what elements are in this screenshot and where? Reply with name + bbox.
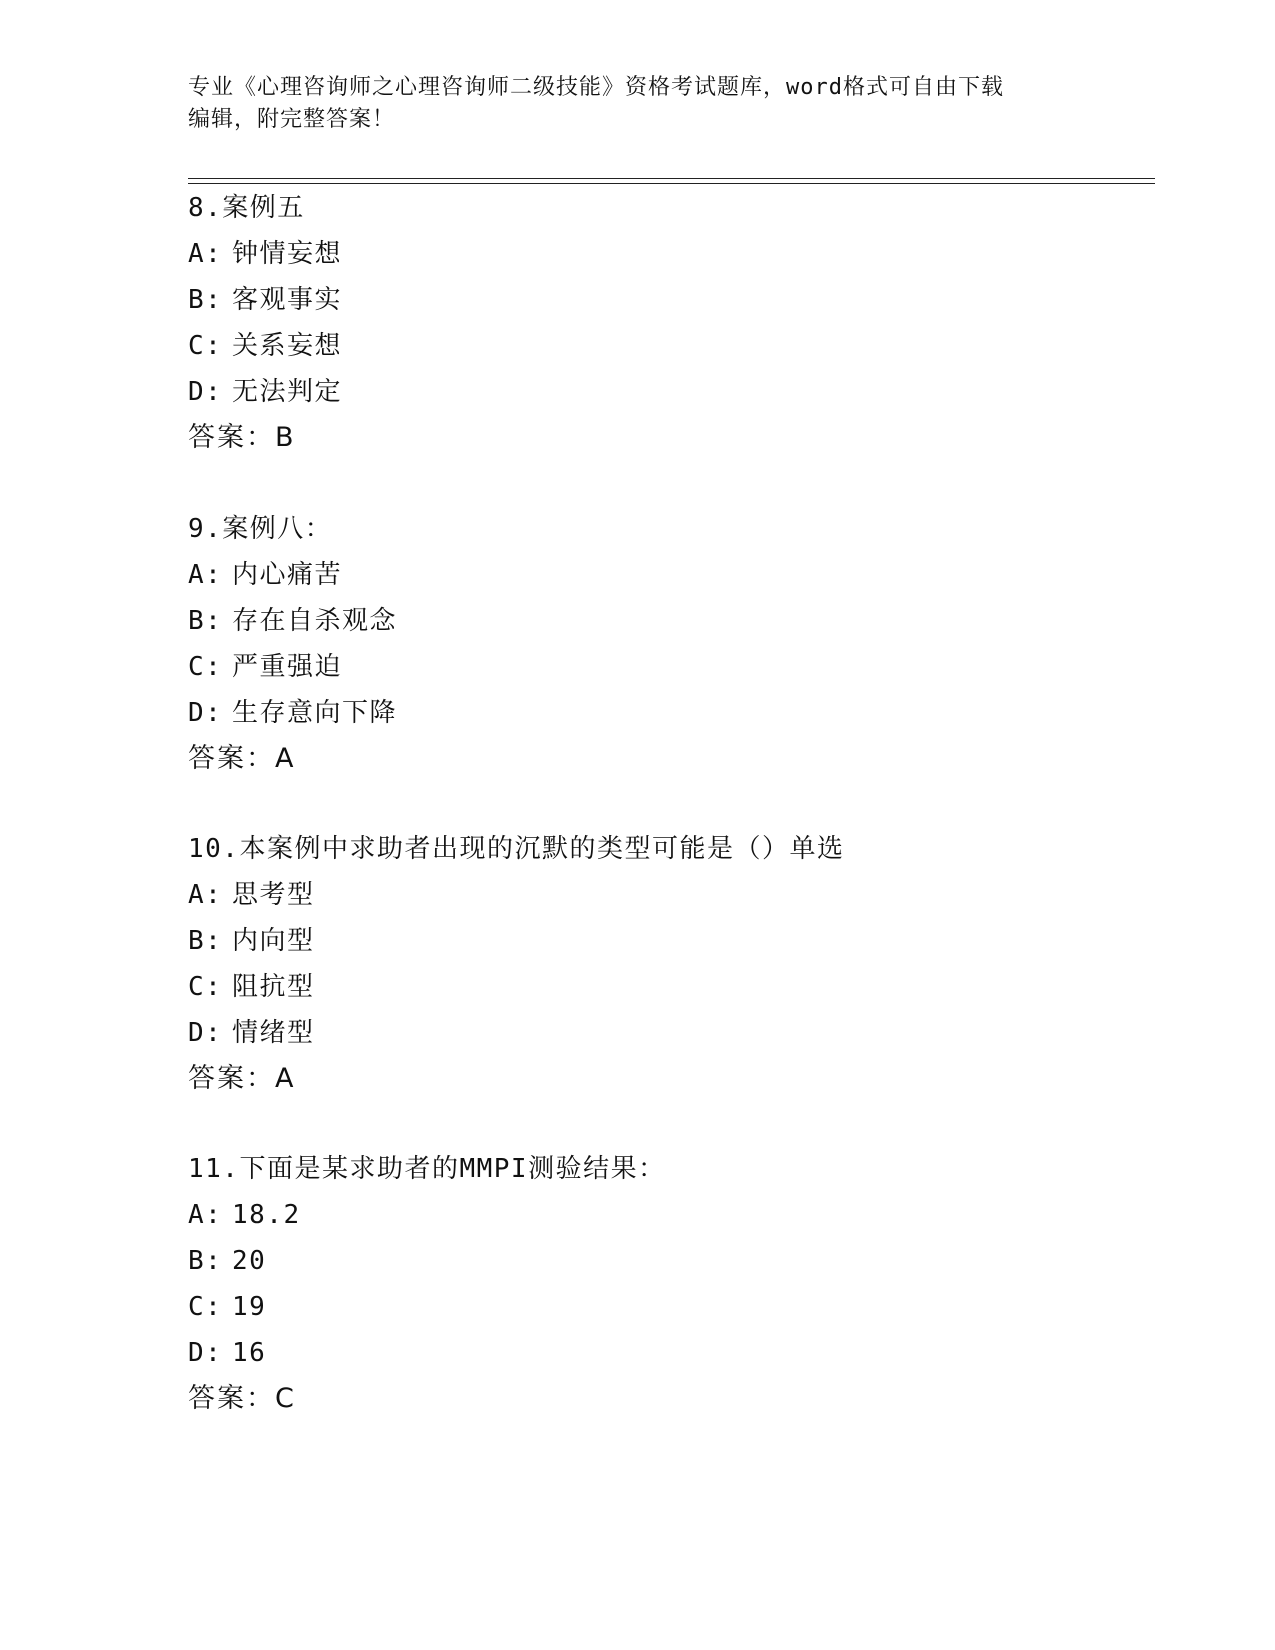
option-b bbox=[188, 918, 1168, 964]
option-c bbox=[188, 323, 1168, 369]
option-d bbox=[188, 369, 1168, 415]
option-text: 情绪型 bbox=[232, 1018, 315, 1048]
option-c bbox=[188, 644, 1168, 690]
answer-line: 答案：A bbox=[188, 743, 296, 774]
option-letter: C: bbox=[188, 1292, 223, 1322]
option-letter: A: bbox=[188, 1200, 223, 1230]
question-title: 8.案例五 bbox=[188, 193, 305, 223]
question-11 bbox=[188, 1146, 1168, 1422]
option-c bbox=[188, 964, 1168, 1010]
option-letter: D: bbox=[188, 1338, 223, 1368]
option-text: 阻抗型 bbox=[232, 972, 315, 1002]
option-d bbox=[188, 1330, 1168, 1376]
option-letter: A: bbox=[188, 880, 223, 910]
header-divider-top bbox=[188, 178, 1155, 179]
option-text: 思考型 bbox=[232, 880, 315, 910]
option-a bbox=[188, 231, 1168, 277]
option-letter: C: bbox=[188, 972, 223, 1002]
option-text: 无法判定 bbox=[232, 377, 343, 407]
option-b bbox=[188, 598, 1168, 644]
answer-line: 答案：A bbox=[188, 1063, 296, 1094]
option-a bbox=[188, 1192, 1168, 1238]
option-text: 钟情妄想 bbox=[232, 239, 343, 269]
question-title: 10.本案例中求助者出现的沉默的类型可能是（）单选 bbox=[188, 834, 845, 864]
option-letter: D: bbox=[188, 1018, 223, 1048]
option-a bbox=[188, 552, 1168, 598]
answer-line: 答案：C bbox=[188, 1383, 296, 1414]
question-9 bbox=[188, 506, 1168, 782]
option-letter: C: bbox=[188, 331, 223, 361]
document-header bbox=[188, 72, 1088, 136]
option-c bbox=[188, 1284, 1168, 1330]
option-text: 20 bbox=[232, 1246, 267, 1276]
option-text: 16 bbox=[232, 1338, 267, 1368]
option-letter: A: bbox=[188, 239, 223, 269]
option-b bbox=[188, 1238, 1168, 1284]
header-line-1: 专业《心理咨询师之心理咨询师二级技能》资格考试题库，word格式可自由下载 bbox=[188, 75, 1004, 100]
option-text: 关系妄想 bbox=[232, 331, 343, 361]
option-b bbox=[188, 277, 1168, 323]
option-letter: B: bbox=[188, 926, 223, 956]
option-a bbox=[188, 872, 1168, 918]
option-text: 存在自杀观念 bbox=[232, 606, 398, 636]
option-text: 生存意向下降 bbox=[232, 698, 398, 728]
answer-line: 答案：B bbox=[188, 422, 296, 453]
option-letter: C: bbox=[188, 652, 223, 682]
option-text: 客观事实 bbox=[232, 285, 343, 315]
option-text: 19 bbox=[232, 1292, 267, 1322]
option-d bbox=[188, 1010, 1168, 1056]
question-10 bbox=[188, 826, 1168, 1102]
option-d bbox=[188, 690, 1168, 736]
option-letter: B: bbox=[188, 285, 223, 315]
option-letter: A: bbox=[188, 560, 223, 590]
option-text: 内心痛苦 bbox=[232, 560, 343, 590]
header-line-2: 编辑，附完整答案！ bbox=[188, 107, 396, 132]
option-letter: D: bbox=[188, 377, 223, 407]
question-8 bbox=[188, 185, 1168, 461]
option-text: 严重强迫 bbox=[232, 652, 343, 682]
header-divider-bottom bbox=[188, 183, 1155, 184]
option-letter: B: bbox=[188, 1246, 223, 1276]
option-letter: B: bbox=[188, 606, 223, 636]
option-text: 内向型 bbox=[232, 926, 315, 956]
question-title: 9.案例八： bbox=[188, 514, 333, 544]
option-letter: D: bbox=[188, 698, 223, 728]
question-title: 11.下面是某求助者的MMPI测验结果： bbox=[188, 1154, 666, 1184]
option-text: 18.2 bbox=[232, 1200, 301, 1230]
